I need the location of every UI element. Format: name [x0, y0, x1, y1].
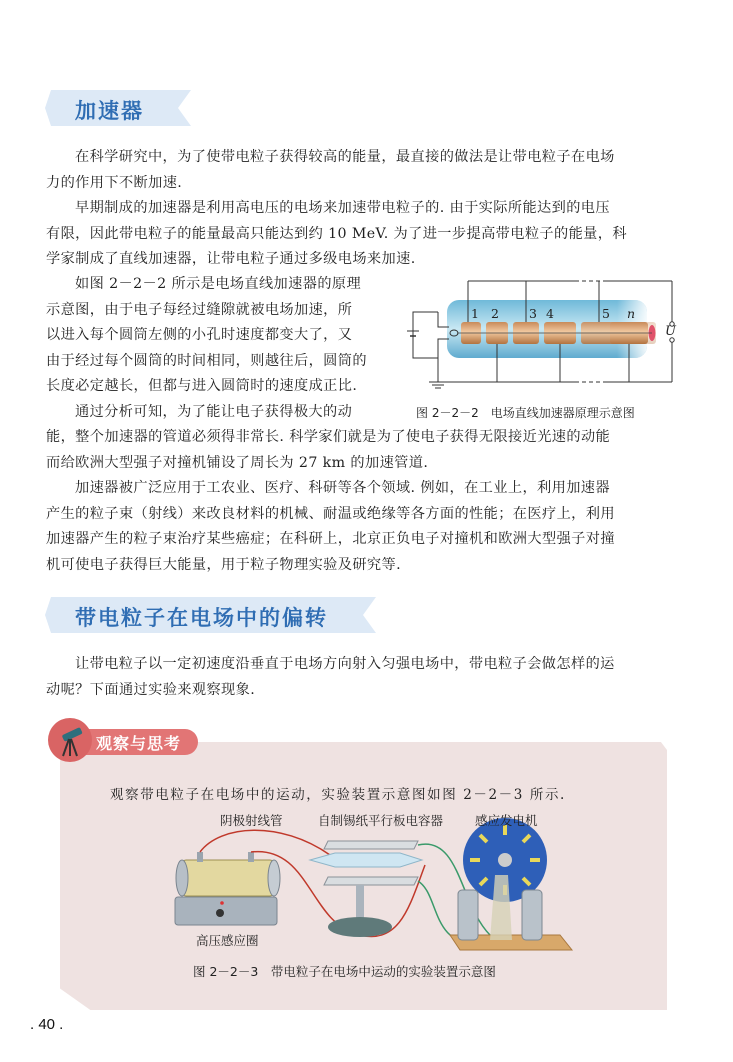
accelerator-diagram — [405, 272, 685, 402]
telescope-icon — [48, 718, 92, 762]
figure-linear-accelerator — [405, 272, 685, 402]
figure-caption-2-2-2: 图 2－2－2 电场直线加速器原理示意图 — [416, 406, 635, 420]
voltage-label: U — [665, 324, 676, 339]
text-line: 力的作用下不断加速. — [46, 174, 183, 191]
text-line: 让带电粒子以一定初速度沿垂直于电场方向射入匀强电场中，带电粒子会做怎样的运 — [75, 656, 615, 672]
text-line: 而给欧洲大型强子对撞机铺设了周长为 27 km 的加速管道. — [46, 454, 429, 471]
section-heading-accelerator — [45, 90, 195, 128]
tube-label-3: 3 — [529, 306, 537, 321]
paragraph-lhc — [46, 425, 674, 579]
text-line: 长度必定越长，但都与进入圆筒时的速度成正比. — [46, 378, 358, 395]
text-line: 如图 2－2－2 所示是电场直线加速器的原理 — [75, 276, 362, 292]
drift-tubes — [457, 322, 656, 344]
tube-label-1: 1 — [471, 306, 479, 321]
section-title: 带电粒子在电场中的偏转 — [75, 606, 328, 630]
tube-label-2: 2 — [491, 306, 499, 321]
text-line: 产生的粒子束（射线）来改良材料的机械、耐温或绝缘等各方面的性能；在医疗上，利用 — [46, 505, 615, 522]
tube-label-5: 5 — [602, 306, 610, 321]
paragraph-deflection-intro — [46, 652, 674, 703]
text-line: 动呢？下面通过实验来观察现象. — [46, 681, 256, 698]
tube-label-4: 4 — [546, 306, 554, 321]
figure-experiment-apparatus — [160, 805, 580, 955]
text-line: 学家制成了直线加速器，让带电粒子通过多级电场来加速. — [46, 251, 416, 268]
label-generator: 感应发电机 — [475, 813, 538, 828]
text-line: 有限，因此带电粒子的能量最高只能达到约 10 MeV. 为了进一步提高带电粒子的能量，科 — [46, 225, 627, 242]
text-line: 通过分析可知，为了能让电子获得极大的动 — [75, 403, 353, 420]
figure-caption-2-2-3: 图 2－2－3 带电粒子在电场中运动的实验装置示意图 — [193, 964, 496, 979]
label-capacitor: 自制锡纸平行板电容器 — [318, 813, 444, 828]
text-line: 由于经过每个圆筒的时间相同，则越往后，圆筒的 — [46, 352, 367, 369]
tube-label-n: n — [627, 306, 636, 321]
section-heading-deflection — [45, 597, 380, 635]
paragraph-intro — [46, 145, 674, 273]
section-title: 加速器 — [75, 99, 144, 123]
observe-and-think-tag — [48, 718, 198, 758]
paragraph-linear-accelerator — [46, 272, 406, 426]
tag-label: 观察与思考 — [96, 734, 182, 753]
text-line: 早期制成的加速器是利用高电压的电场来加速带电粒子的. 由于实际所能达到的电压 — [75, 200, 610, 217]
text-line: 示意图，由于电子每经过缝隙就被电场加速，所 — [46, 301, 353, 318]
label-cathode-ray-tube: 阴极射线管 — [220, 813, 283, 828]
text-line: 加速器产生的粒子束治疗某些癌症；在科研上，北京正负电子对撞机和欧洲大型强子对撞 — [46, 531, 615, 548]
observe-text: 观察带电粒子在电场中的运动，实验装置示意图如图 2－2－3 所示. — [110, 787, 566, 803]
label-induction-coil: 高压感应圈 — [196, 933, 259, 948]
page-number: . 40 . — [30, 1016, 64, 1033]
text-line: 能，整个加速器的管道必须得非常长. 科学家们就是为了使电子获得无限接近光速的动能 — [46, 429, 611, 445]
text-line: 加速器被广泛应用于工农业、医疗、科研等各个领域. 例如，在工业上，利用加速器 — [75, 480, 610, 497]
text-line: 机可使电子获得巨大能量，用于粒子物理实验及研究等. — [46, 556, 402, 573]
text-line: 以进入每个圆筒左侧的小孔时速度都变大了，又 — [46, 327, 353, 344]
text-line: 在科学研究中，为了使带电粒子获得较高的能量，最直接的做法是让带电粒子在电场 — [75, 149, 615, 165]
